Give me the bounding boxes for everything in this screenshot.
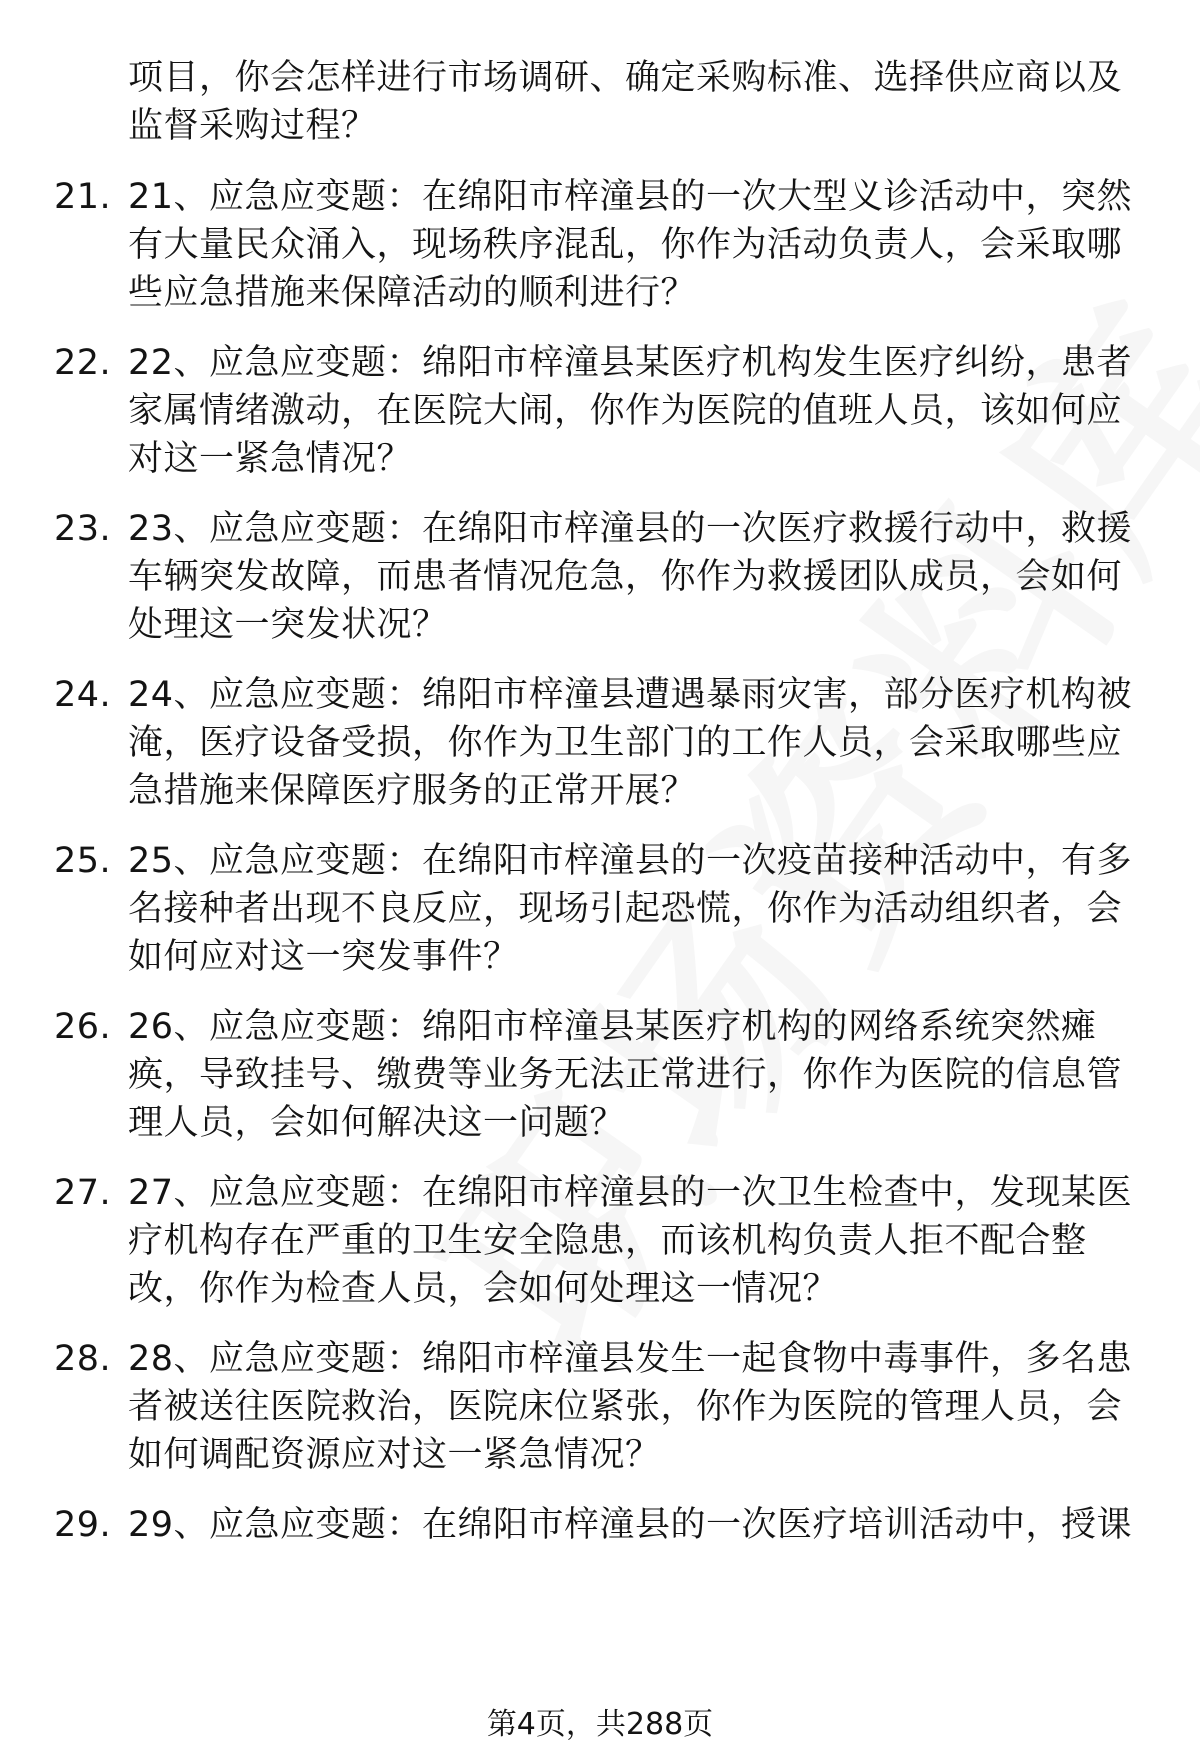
question-number: 25.	[54, 841, 112, 881]
page-footer: 第4页，共288页	[486, 1707, 714, 1742]
question-line: 痪，导致挂号、缴费等业务无法正常进行，你作为医院的信息管	[128, 1055, 1123, 1095]
question-line: 疗机构存在严重的卫生安全隐患，而该机构负责人拒不配合整	[128, 1221, 1087, 1261]
question-line: 家属情绪激动，在医院大闹，你作为医院的值班人员，该如何应	[128, 391, 1123, 431]
question-number: 28.	[54, 1339, 112, 1379]
question-line: 27、应急应变题：在绵阳市梓潼县的一次卫生检查中，发现某医	[128, 1173, 1133, 1213]
question-number: 22.	[54, 343, 112, 383]
question-number: 29.	[54, 1505, 112, 1545]
question-line: 处理这一突发状况？	[128, 605, 448, 645]
question-number: 21.	[54, 177, 112, 217]
question-line: 名接种者出现不良反应，现场引起恐慌，你作为活动组织者，会	[128, 889, 1123, 929]
question-line: 29、应急应变题：在绵阳市梓潼县的一次医疗培训活动中，授课	[128, 1505, 1133, 1545]
question-line: 些应急措施来保障活动的顺利进行？	[128, 273, 697, 313]
question-line: 25、应急应变题：在绵阳市梓潼县的一次疫苗接种活动中，有多	[128, 841, 1133, 881]
question-number: 23.	[54, 509, 112, 549]
question-line: 如何调配资源应对这一紧急情况？	[128, 1435, 661, 1475]
continuation-line: 项目，你会怎样进行市场调研、确定采购标准、选择供应商以及	[128, 58, 1123, 98]
question-line: 对这一紧急情况？	[128, 439, 413, 479]
question-line: 车辆突发故障，而患者情况危急，你作为救援团队成员，会如何	[128, 557, 1123, 597]
question-number: 27.	[54, 1173, 112, 1213]
question-number: 24.	[54, 675, 112, 715]
question-line: 有大量民众涌入，现场秩序混乱，你作为活动负责人，会采取哪	[128, 225, 1123, 265]
question-line: 21、应急应变题：在绵阳市梓潼县的一次大型义诊活动中，突然	[128, 177, 1133, 217]
question-line: 理人员，会如何解决这一问题？	[128, 1103, 626, 1143]
question-line: 26、应急应变题：绵阳市梓潼县某医疗机构的网络系统突然瘫	[128, 1007, 1097, 1047]
question-line: 改，你作为检查人员，会如何处理这一情况？	[128, 1269, 839, 1309]
question-line: 28、应急应变题：绵阳市梓潼县发生一起食物中毒事件，多名患	[128, 1339, 1133, 1379]
question-number: 26.	[54, 1007, 112, 1047]
continuation-line: 监督采购过程？	[128, 106, 377, 146]
question-line: 淹，医疗设备受损，你作为卫生部门的工作人员，会采取哪些应	[128, 723, 1123, 763]
question-line: 23、应急应变题：在绵阳市梓潼县的一次医疗救援行动中，救援	[128, 509, 1133, 549]
question-line: 如何应对这一突发事件？	[128, 937, 519, 977]
question-line: 24、应急应变题：绵阳市梓潼县遭遇暴雨灾害，部分医疗机构被	[128, 675, 1133, 715]
question-line: 22、应急应变题：绵阳市梓潼县某医疗机构发生医疗纠纷，患者	[128, 343, 1133, 383]
question-line: 急措施来保障医疗服务的正常开展？	[128, 771, 697, 811]
question-line: 者被送往医院救治，医院床位紧张，你作为医院的管理人员，会	[128, 1387, 1123, 1427]
